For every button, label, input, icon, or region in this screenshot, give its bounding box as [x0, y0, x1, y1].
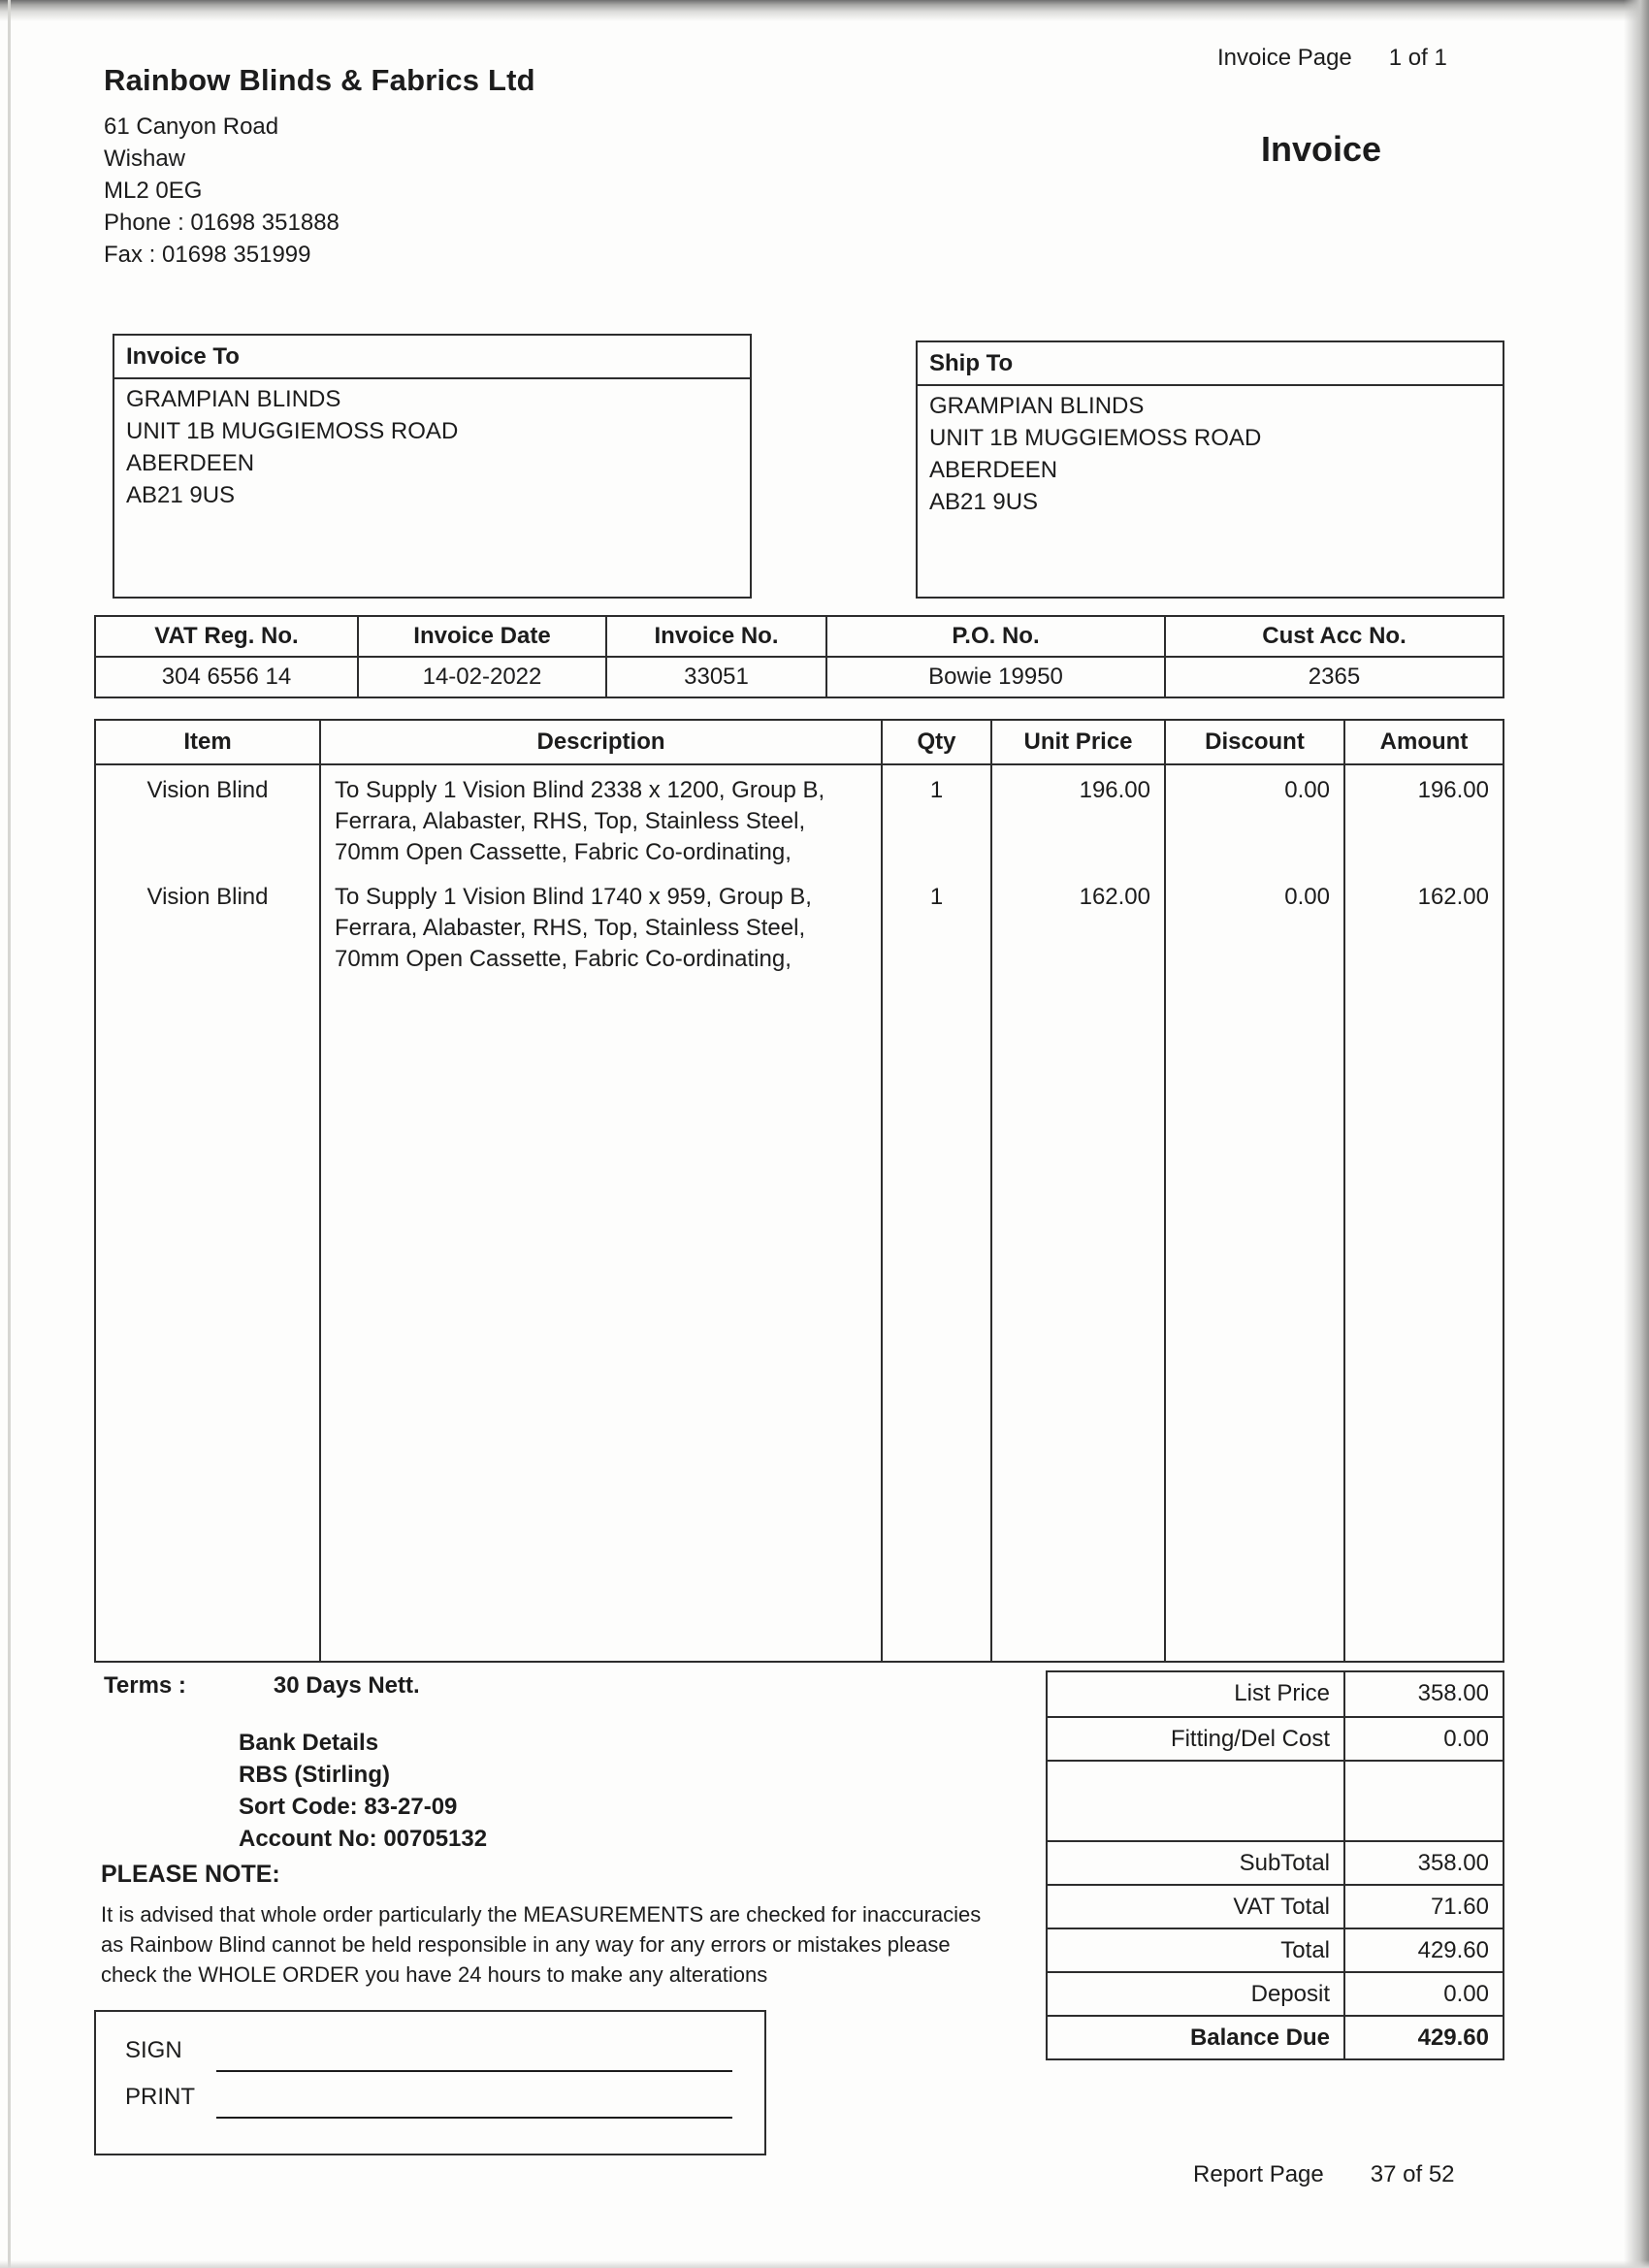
scan-artifact-left	[8, 0, 11, 2268]
totals-box	[1046, 1670, 1504, 2060]
scan-artifact-right	[1624, 0, 1649, 2268]
terms-label: Terms :	[104, 1672, 186, 1699]
item-discount-cell: 0.00	[1166, 765, 1345, 868]
scan-artifact-bottom	[0, 2260, 1649, 2268]
address-line: GRAMPIAN BLINDS	[126, 386, 341, 413]
please-note-body: It is advised that whole order particularly the MEASUREMENTS are checked for inaccuracies as Rainbow Blind cannot be held responsible in any way for any errors or mistakes please check the WHOLE ORDER you have 24 hours to make any alterations	[101, 1902, 982, 1987]
document-title: Invoice	[1261, 129, 1382, 169]
invoice-no-value: 33051	[607, 658, 827, 697]
total-row-list-price	[1048, 1672, 1503, 1716]
terms-value: 30 Days Nett.	[273, 1672, 420, 1699]
bank-sort-code: Sort Code: 83-27-09	[239, 1794, 458, 1820]
col-header-qty: Qty	[883, 721, 992, 763]
address-line: ABERDEEN	[126, 450, 255, 477]
invoice-to-address	[114, 379, 750, 515]
empty-cell	[1345, 975, 1503, 1661]
invoice-page-indicator	[1217, 43, 1447, 74]
company-name: Rainbow Blinds & Fabrics Ltd	[104, 63, 535, 97]
total-label: Fitting/Del Cost	[1048, 1718, 1345, 1760]
vat-reg-no-value: 304 6556 14	[96, 658, 359, 697]
print-label: PRINT	[125, 2084, 195, 2110]
total-label: Balance Due	[1048, 2017, 1345, 2058]
table-empty-area	[96, 975, 1503, 1661]
address-line: AB21 9US	[126, 482, 236, 509]
report-page-value: 37 of 52	[1370, 2161, 1455, 2187]
total-label: List Price	[1048, 1672, 1345, 1716]
bank-name: RBS (Stirling)	[239, 1762, 390, 1788]
meta-header-invoice-no: Invoice No.	[607, 617, 827, 658]
company-header	[104, 60, 535, 271]
address-line: ABERDEEN	[929, 457, 1058, 484]
total-value: 429.60	[1417, 2025, 1489, 2051]
item-qty-cell: 1	[883, 868, 992, 975]
spacer-cell	[1048, 1762, 1345, 1840]
ship-to-label: Ship To	[918, 342, 1503, 386]
items-table	[94, 719, 1504, 1663]
table-row	[96, 868, 1503, 975]
po-no-value: Bowie 19950	[827, 658, 1166, 697]
invoice-to-label: Invoice To	[114, 336, 750, 379]
table-row	[96, 765, 1503, 868]
address-line: AB21 9US	[929, 489, 1039, 516]
empty-cell	[992, 975, 1166, 1661]
bank-details	[239, 1727, 487, 1855]
col-header-item: Item	[96, 721, 321, 763]
invoice-page-value: 1 of 1	[1388, 45, 1447, 71]
empty-cell	[1166, 975, 1345, 1661]
report-page-label: Report Page	[1193, 2161, 1324, 2187]
address-line: GRAMPIAN BLINDS	[929, 393, 1145, 420]
invoice-page-label: Invoice Page	[1217, 45, 1352, 71]
invoice-to-box	[113, 334, 752, 599]
total-value: 429.60	[1417, 1937, 1489, 1963]
spacer-cell	[1345, 1762, 1503, 1840]
col-header-amount: Amount	[1379, 728, 1469, 755]
total-value: 0.00	[1443, 1981, 1489, 2007]
total-value: 358.00	[1417, 1680, 1489, 1706]
meta-header-vat-reg: VAT Reg. No.	[96, 617, 359, 658]
total-row-fitting-del-cost	[1048, 1716, 1503, 1760]
item-amount-cell: 162.00	[1417, 884, 1489, 910]
item-amount-cell: 196.00	[1417, 777, 1489, 803]
scan-artifact-top	[0, 0, 1649, 21]
company-address-line: ML2 0EG	[104, 177, 203, 204]
total-label: Deposit	[1048, 1973, 1345, 2015]
total-row-deposit	[1048, 1971, 1503, 2015]
item-name-cell: Vision Blind	[96, 868, 321, 975]
address-line: UNIT 1B MUGGIEMOSS ROAD	[126, 418, 459, 445]
total-row-vat-total	[1048, 1884, 1503, 1928]
invoice-date-value: 14-02-2022	[359, 658, 607, 697]
ship-to-address	[918, 386, 1503, 522]
items-table-header	[96, 721, 1503, 765]
totals-spacer	[1048, 1760, 1503, 1840]
report-page-indicator	[1193, 2159, 1455, 2190]
company-fax: Fax : 01698 351999	[104, 241, 311, 268]
total-row-total	[1048, 1928, 1503, 1971]
total-value: 71.60	[1430, 1894, 1489, 1920]
item-unit-price-cell: 196.00	[992, 765, 1166, 868]
item-qty-cell: 1	[883, 765, 992, 868]
meta-value-row	[96, 658, 1503, 697]
col-header-description: Description	[321, 721, 883, 763]
address-line: UNIT 1B MUGGIEMOSS ROAD	[929, 425, 1262, 452]
total-row-balance-due	[1048, 2015, 1503, 2058]
col-header-unit-price: Unit Price	[992, 721, 1166, 763]
item-discount-cell: 0.00	[1166, 868, 1345, 975]
meta-header-invoice-date: Invoice Date	[359, 617, 607, 658]
print-line	[216, 2117, 732, 2119]
empty-cell	[883, 975, 992, 1661]
meta-header-po-no: P.O. No.	[827, 617, 1166, 658]
meta-header-row	[96, 617, 1503, 658]
invoice-meta-table	[94, 615, 1504, 698]
ship-to-box	[916, 340, 1504, 599]
item-name-cell: Vision Blind	[96, 765, 321, 868]
total-label: Total	[1048, 1929, 1345, 1971]
company-address-line: Wishaw	[104, 145, 186, 172]
empty-cell	[96, 975, 321, 1661]
sign-label: SIGN	[125, 2037, 182, 2063]
total-label: SubTotal	[1048, 1842, 1345, 1884]
empty-cell	[321, 975, 883, 1661]
meta-header-cust-acc: Cust Acc No.	[1166, 617, 1503, 658]
bank-account-no: Account No: 00705132	[239, 1826, 488, 1852]
bank-details-heading: Bank Details	[239, 1730, 379, 1756]
cust-acc-no-value: 2365	[1308, 663, 1361, 690]
total-value: 0.00	[1443, 1726, 1489, 1752]
total-value: 358.00	[1417, 1850, 1489, 1876]
item-description-cell: To Supply 1 Vision Blind 2338 x 1200, Group B, Ferrara, Alabaster, RHS, Top, Stainless Steel, 70mm Open Cassette, Fabric Co-ordinating,	[321, 765, 883, 868]
col-header-discount: Discount	[1166, 721, 1345, 763]
sign-line	[216, 2070, 732, 2072]
signature-box	[94, 2010, 766, 2155]
item-unit-price-cell: 162.00	[992, 868, 1166, 975]
company-address-line: 61 Canyon Road	[104, 113, 279, 140]
terms-row	[104, 1670, 420, 1701]
item-description-cell: To Supply 1 Vision Blind 1740 x 959, Group B, Ferrara, Alabaster, RHS, Top, Stainless Steel, 70mm Open Cassette, Fabric Co-ordinating,	[321, 868, 883, 975]
company-phone: Phone : 01698 351888	[104, 209, 340, 236]
total-label: VAT Total	[1048, 1886, 1345, 1928]
please-note-heading: PLEASE NOTE:	[101, 1861, 280, 1888]
total-row-subtotal	[1048, 1840, 1503, 1884]
items-table-body	[96, 765, 1503, 1661]
